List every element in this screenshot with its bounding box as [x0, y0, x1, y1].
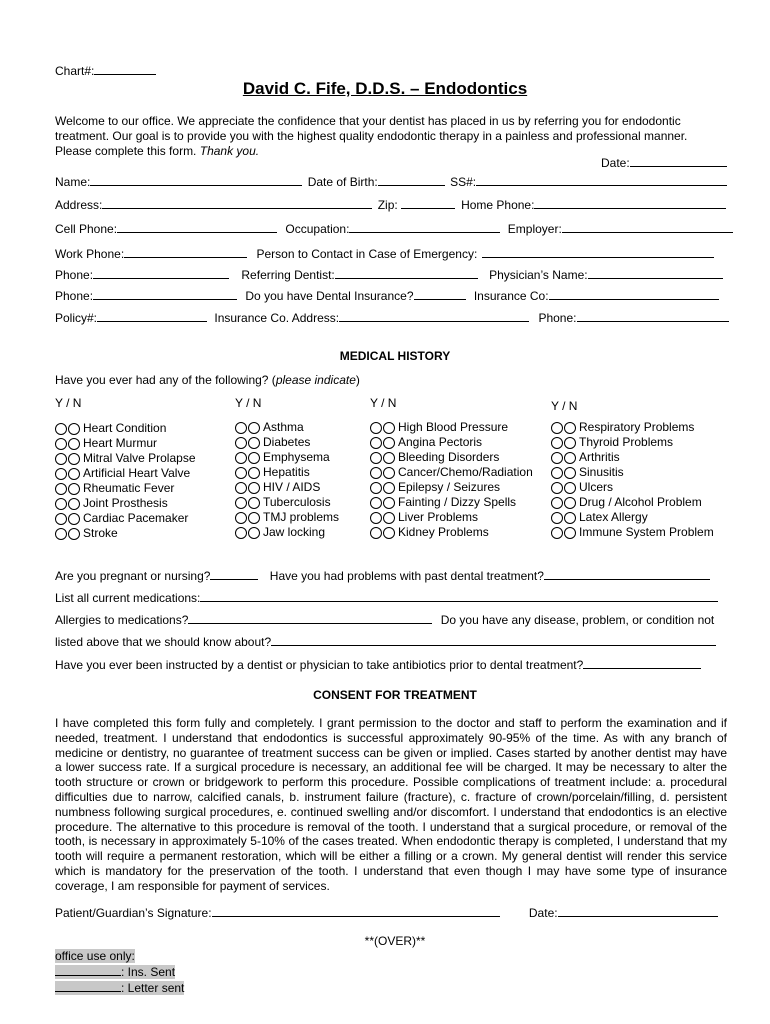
pregnant-row [55, 568, 710, 583]
yn-header-4: Y / N [551, 399, 578, 413]
phone-field-1[interactable]: Phone: [55, 268, 229, 282]
condition-item [55, 421, 196, 436]
name-row [55, 174, 727, 189]
condition-item [551, 450, 714, 465]
work-row [55, 246, 714, 261]
condition-label: Tuberculosis [263, 495, 331, 509]
yes-radio[interactable] [370, 497, 382, 509]
yes-radio[interactable] [551, 437, 563, 449]
yes-radio[interactable] [235, 497, 247, 509]
no-radio[interactable] [564, 497, 576, 509]
medications-field[interactable]: List all current medications: [55, 590, 718, 605]
disease-field[interactable]: listed above that we should know about? [55, 634, 716, 649]
yes-radio[interactable] [55, 528, 67, 540]
yes-no-options [551, 467, 576, 479]
yes-no-options [55, 423, 80, 435]
condition-label: Kidney Problems [398, 525, 489, 539]
no-radio[interactable] [383, 482, 395, 494]
condition-label: High Blood Pressure [398, 420, 509, 434]
condition-item [235, 495, 339, 510]
yes-no-options [235, 452, 260, 464]
yes-no-options [370, 452, 395, 464]
condition-item [551, 465, 714, 480]
condition-label: Artificial Heart Valve [83, 466, 191, 480]
condition-column-2 [235, 420, 339, 540]
no-radio[interactable] [68, 423, 80, 435]
condition-item [370, 450, 533, 465]
no-radio[interactable] [248, 422, 260, 434]
condition-item [235, 435, 339, 450]
yes-radio[interactable] [55, 483, 67, 495]
yn-header-3: Y / N [370, 396, 397, 410]
yes-no-options [370, 512, 395, 524]
condition-item [370, 525, 533, 540]
address-row [55, 197, 726, 212]
no-radio[interactable] [68, 468, 80, 480]
condition-label: Latex Allergy [579, 510, 648, 524]
signature-field[interactable]: Patient/Guardian’s Signature: [55, 906, 500, 920]
condition-label: Immune System Problem [579, 525, 714, 539]
yes-radio[interactable] [370, 452, 382, 464]
no-radio[interactable] [68, 483, 80, 495]
condition-label: Cardiac Pacemaker [83, 511, 189, 525]
yes-no-options [55, 513, 80, 525]
condition-item [551, 495, 714, 510]
yes-radio[interactable] [55, 513, 67, 525]
condition-label: Respiratory Problems [579, 420, 695, 434]
zip-field[interactable]: Zip: [378, 198, 455, 212]
phone-row-2 [55, 288, 719, 303]
yes-radio[interactable] [235, 482, 247, 494]
phone-field-3[interactable]: Phone: [538, 311, 728, 325]
address-field[interactable]: Address: [55, 198, 372, 212]
no-radio[interactable] [564, 527, 576, 539]
condition-item [370, 435, 533, 450]
condition-label: Mitral Valve Prolapse [83, 451, 196, 465]
condition-column-3 [370, 420, 533, 540]
yes-no-options [55, 483, 80, 495]
occupation-field[interactable]: Occupation: [285, 222, 500, 236]
no-radio[interactable] [564, 422, 576, 434]
yn-header-2: Y / N [235, 396, 262, 410]
no-radio[interactable] [383, 512, 395, 524]
condition-item [235, 450, 339, 465]
yes-radio[interactable] [55, 423, 67, 435]
yes-no-options [370, 422, 395, 434]
condition-label: Arthritis [579, 450, 620, 464]
condition-item [55, 481, 196, 496]
condition-item [370, 510, 533, 525]
no-radio[interactable] [383, 437, 395, 449]
yes-no-options [551, 437, 576, 449]
condition-label: Heart Murmur [83, 436, 158, 450]
emergency-contact-field[interactable]: Person to Contact in Case of Emergency: [257, 247, 715, 261]
condition-item [370, 495, 533, 510]
no-radio[interactable] [68, 498, 80, 510]
condition-item [55, 451, 196, 466]
letter-sent-field[interactable]: : Letter sent [55, 980, 184, 996]
work-phone-field[interactable]: Work Phone: [55, 247, 247, 261]
no-radio[interactable] [564, 512, 576, 524]
yes-no-options [235, 497, 260, 509]
no-radio[interactable] [564, 437, 576, 449]
condition-column-4 [551, 420, 714, 540]
yes-no-options [370, 527, 395, 539]
yes-no-options [551, 422, 576, 434]
ssn-field[interactable]: SS#: [450, 175, 727, 189]
physician-name-field[interactable]: Physician’s Name: [489, 268, 722, 282]
policy-field[interactable]: Policy#: [55, 311, 207, 325]
no-radio[interactable] [564, 467, 576, 479]
dental-insurance-field[interactable]: Do you have Dental Insurance? [245, 289, 465, 303]
no-radio[interactable] [248, 527, 260, 539]
dob-field[interactable]: Date of Birth: [308, 175, 445, 189]
condition-label: Thyroid Problems [579, 435, 674, 449]
cell-phone-field[interactable]: Cell Phone: [55, 222, 277, 236]
yes-no-options [370, 437, 395, 449]
yes-radio[interactable] [55, 438, 67, 450]
yes-radio[interactable] [55, 453, 67, 465]
yes-no-options [370, 467, 395, 479]
yes-radio[interactable] [551, 497, 563, 509]
condition-label: Epilepsy / Seizures [398, 480, 501, 494]
condition-item [235, 465, 339, 480]
ins-sent-field[interactable]: : Ins. Sent [55, 964, 184, 980]
no-radio[interactable] [68, 453, 80, 465]
yes-no-options [55, 528, 80, 540]
referring-dentist-field[interactable]: Referring Dentist: [241, 268, 477, 282]
condition-label: Cancer/Chemo/Radiation [398, 465, 533, 479]
yes-radio[interactable] [370, 467, 382, 479]
condition-label: TMJ problems [263, 510, 340, 524]
condition-label: Ulcers [579, 480, 614, 494]
condition-item [551, 510, 714, 525]
no-radio[interactable] [248, 452, 260, 464]
condition-label: Diabetes [263, 435, 311, 449]
yes-no-options [370, 497, 395, 509]
phone-field-2[interactable]: Phone: [55, 289, 237, 303]
no-radio[interactable] [383, 527, 395, 539]
yn-header-1: Y / N [55, 396, 82, 410]
signature-date-field[interactable]: Date: [529, 906, 718, 920]
insurance-co-field[interactable]: Insurance Co: [474, 289, 719, 303]
yes-no-options [551, 527, 576, 539]
condition-label: HIV / AIDS [263, 480, 321, 494]
yes-radio[interactable] [55, 498, 67, 510]
office-use-box [55, 949, 184, 996]
yes-radio[interactable] [370, 437, 382, 449]
home-phone-field[interactable]: Home Phone: [461, 198, 726, 212]
pregnant-field[interactable]: Are you pregnant or nursing? [55, 569, 258, 583]
condition-item [551, 525, 714, 540]
medical-history-heading: MEDICAL HISTORY [339, 349, 451, 363]
condition-label: Rheumatic Fever [83, 481, 175, 495]
yes-radio[interactable] [370, 527, 382, 539]
insurance-address-field[interactable]: Insurance Co. Address: [214, 311, 529, 325]
chart-number-field[interactable]: Chart#: [55, 63, 156, 78]
yes-radio[interactable] [551, 467, 563, 479]
yes-no-options [235, 467, 260, 479]
no-radio[interactable] [564, 482, 576, 494]
yes-radio[interactable] [551, 482, 563, 494]
condition-item [235, 480, 339, 495]
office-use-title: office use only: [55, 949, 135, 963]
yes-radio[interactable] [235, 437, 247, 449]
over-note: **(OVER)** [364, 934, 426, 948]
past-problems-field[interactable]: Have you had problems with past dental treatment? [270, 569, 710, 583]
employer-field[interactable]: Employer: [508, 222, 733, 236]
condition-label: Liver Problems [398, 510, 479, 524]
yes-no-options [55, 453, 80, 465]
yes-no-options [551, 482, 576, 494]
no-radio[interactable] [248, 437, 260, 449]
condition-item [235, 525, 339, 540]
condition-label: Emphysema [263, 450, 330, 464]
condition-item [370, 420, 533, 435]
yes-radio[interactable] [235, 512, 247, 524]
condition-label: Asthma [263, 420, 304, 434]
policy-row [55, 310, 729, 325]
condition-item [55, 436, 196, 451]
yes-no-options [235, 512, 260, 524]
condition-label: Jaw locking [263, 525, 326, 539]
yes-radio[interactable] [551, 512, 563, 524]
signature-row [55, 905, 718, 920]
name-field[interactable]: Name: [55, 175, 302, 189]
yes-no-options [235, 527, 260, 539]
condition-item [551, 435, 714, 450]
condition-item [55, 466, 196, 481]
yes-radio[interactable] [551, 452, 563, 464]
no-radio[interactable] [68, 438, 80, 450]
condition-item [235, 420, 339, 435]
phone-row-1 [55, 267, 723, 282]
no-radio[interactable] [248, 482, 260, 494]
condition-label: Sinusitis [579, 465, 624, 479]
condition-label: Stroke [83, 526, 118, 540]
medical-question: Have you ever had any of the following? (please indicate) [55, 373, 360, 387]
no-radio[interactable] [383, 452, 395, 464]
cell-row [55, 221, 733, 236]
yes-radio[interactable] [235, 452, 247, 464]
antibiotics-field[interactable]: Have you ever been instructed by a dentist or physician to take antibiotics prior to dental treatment? [55, 657, 701, 672]
yes-radio[interactable] [551, 422, 563, 434]
condition-item [55, 496, 196, 511]
yes-no-options [55, 438, 80, 450]
condition-column-1 [55, 421, 196, 541]
condition-item [551, 480, 714, 495]
no-radio[interactable] [68, 513, 80, 525]
no-radio[interactable] [383, 467, 395, 479]
no-radio[interactable] [68, 528, 80, 540]
yes-no-options [235, 437, 260, 449]
no-radio[interactable] [564, 452, 576, 464]
condition-item [551, 420, 714, 435]
condition-label: Bleeding Disorders [398, 450, 500, 464]
yes-no-options [235, 482, 260, 494]
yes-no-options [551, 497, 576, 509]
condition-item [370, 465, 533, 480]
yes-radio[interactable] [235, 467, 247, 479]
yes-radio[interactable] [235, 422, 247, 434]
no-radio[interactable] [248, 512, 260, 524]
yes-no-options [55, 468, 80, 480]
no-radio[interactable] [383, 422, 395, 434]
condition-label: Angina Pectoris [398, 435, 483, 449]
yes-radio[interactable] [370, 512, 382, 524]
consent-heading: CONSENT FOR TREATMENT [313, 688, 477, 702]
condition-label: Heart Condition [83, 421, 167, 435]
disease-question: Do you have any disease, problem, or condition not [440, 613, 715, 627]
yes-no-options [370, 482, 395, 494]
yes-no-options [551, 512, 576, 524]
page-title: David C. Fife, D.D.S. – Endodontics [242, 79, 528, 98]
condition-item [55, 511, 196, 526]
condition-item [370, 480, 533, 495]
condition-label: Fainting / Dizzy Spells [398, 495, 517, 509]
yes-no-options [551, 452, 576, 464]
condition-label: Hepatitis [263, 465, 310, 479]
yes-radio[interactable] [551, 527, 563, 539]
no-radio[interactable] [248, 497, 260, 509]
no-radio[interactable] [248, 467, 260, 479]
yes-radio[interactable] [370, 482, 382, 494]
no-radio[interactable] [383, 497, 395, 509]
condition-label: Joint Prosthesis [83, 496, 168, 510]
yes-no-options [55, 498, 80, 510]
allergies-row [55, 612, 714, 627]
allergies-field[interactable]: Allergies to medications? [55, 613, 432, 627]
condition-item [235, 510, 339, 525]
condition-label: Drug / Alcohol Problem [579, 495, 702, 509]
yes-radio[interactable] [235, 527, 247, 539]
condition-item [55, 526, 196, 541]
welcome-paragraph: Welcome to our office. We appreciate the confidence that your dentist has placed in us by referring you for endodontic treatment. Our goal is to provide you with the highest quality endodontic therapy in a painless and professional manner. Please complete this form. Thank you. [55, 114, 688, 158]
consent-paragraph: I have completed this form fully and completely. I grant permission to the doctor and staff to perform the examination and if needed, treatment. I understand that endodontics is successful approximately 90-95% of the time. As with any branch of medicine or dentistry, no guarantee of treatment success can be given or implied. Cases started by another dentist may have a lower success rate. If a surgical procedure is necessary, an additional fee will be charged. It may be necessary to alter the tooth structure or crown or bridgework to perform this procedure. Possible complications of treatment include: a. procedural difficulties due to narrow, calcified canals, b. instrument failure (fracture), c. fracture of crown/porcelain/filling, d. persistent numbness following surgical procedures, e. continued swelling and/or discomfort. I understand that endodontics is an elective procedure. The alternative to this procedure is removal of the tooth. I understand that a surgical procedure, or removal of the tooth, is necessary in approximately 5-10% of the cases treated. When endodontic therapy is completed, I understand that my tooth will require a permanent restoration, which will be either a filling or a crown. My general dentist will render this service which is mandatory for the preservation of the tooth. I understand that even though I may have some type of insurance coverage, I am responsible for payment of services. [55, 716, 727, 893]
yes-no-options [235, 422, 260, 434]
yes-radio[interactable] [370, 422, 382, 434]
yes-radio[interactable] [55, 468, 67, 480]
date-field[interactable]: Date: [601, 155, 727, 170]
